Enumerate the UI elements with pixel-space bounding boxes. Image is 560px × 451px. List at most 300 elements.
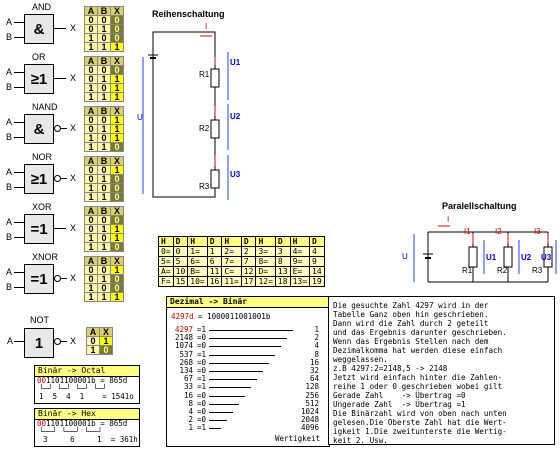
hex-table-cell: 1= <box>188 247 207 257</box>
explanation-line: Die gesuchte Zahl 4297 wird in der <box>333 301 489 310</box>
not-negation-bubble <box>54 338 61 345</box>
tt-cell-x: 1 <box>111 225 124 234</box>
hex-table-head: D <box>173 237 188 247</box>
weight-line <box>209 363 269 364</box>
parallel-label-u1: U1 <box>486 253 497 262</box>
hex-table-head: H <box>290 237 309 247</box>
series-label-i: I <box>205 22 208 31</box>
weight-value: 2048 <box>300 415 319 425</box>
octal-result: = 1541o <box>102 392 134 401</box>
hex-bits: 1101100001b <box>46 419 96 428</box>
decimal-binary-pane <box>166 296 330 447</box>
tt-cell-a: 1 <box>85 293 98 302</box>
tt-cell-b: 0 <box>98 84 111 93</box>
explanation-line: Die Binärzahl wird von oben nach unten <box>333 409 507 418</box>
weight-value: 8 <box>314 349 319 359</box>
weight-line <box>209 338 287 339</box>
not-head-a: A <box>87 328 100 337</box>
parallel-label-r1: R1 <box>462 266 473 275</box>
tt-cell-b: 0 <box>98 66 111 75</box>
gate-input-b: B <box>6 132 13 142</box>
tt-cell-b: 1 <box>98 125 111 134</box>
not-cell: 1 <box>100 337 113 346</box>
gate-output-line <box>54 78 66 79</box>
explanation-line: weggelassen. <box>333 355 388 364</box>
series-label-u1: U1 <box>230 58 241 67</box>
division-value: 1 <box>188 423 193 433</box>
gate-output-x: X <box>70 223 77 233</box>
parallel-label-r3: R3 <box>532 266 543 275</box>
hex-table-cell: 10 <box>173 267 188 277</box>
division-value: 33 <box>183 382 193 392</box>
tt-head-b: B <box>98 207 111 216</box>
tt-cell-x: 1 <box>111 75 124 84</box>
bit-value: =0 <box>197 357 207 367</box>
gate-input-b: B <box>6 282 13 292</box>
explanation-line: Tabelle Ganz oben hin geschrieben. <box>333 310 489 319</box>
tt-cell-x: 0 <box>111 243 124 252</box>
explanation-line: z.B 4297:2=2148,5 -> 2148 <box>333 364 448 373</box>
parallel-label-u3: U3 <box>541 253 552 262</box>
gate-input-b: B <box>6 232 13 242</box>
explanation-line: reihe 1 oder 0 geschrieben wobei gilt <box>333 382 503 391</box>
bit-value: =1 <box>197 325 207 334</box>
hex-table-head: H <box>222 237 241 247</box>
series-label-u: U <box>137 113 143 122</box>
tt-cell-a: 0 <box>85 66 98 75</box>
hex-table-cell: 17 <box>241 277 256 287</box>
tt-cell-b: 1 <box>98 293 111 302</box>
tt-cell-b: 1 <box>98 143 111 152</box>
tt-cell-a: 0 <box>85 275 98 284</box>
explanation-line: keit 2. Usw. <box>333 436 388 445</box>
tt-head-x: X <box>111 207 124 216</box>
negation-bubble <box>54 175 61 182</box>
gate-input-a: A <box>6 67 13 77</box>
hex-result: = 361h <box>110 435 138 444</box>
tt-head-b: B <box>98 7 111 16</box>
binary-octal-pane <box>34 365 140 404</box>
bit-value: =1 <box>197 349 207 359</box>
hex-table-cell: 12= <box>256 277 275 287</box>
tt-head-a: A <box>85 57 98 66</box>
tt-head-a: A <box>85 207 98 216</box>
hex-table-cell: 3= <box>256 247 275 257</box>
tt-cell-x: 1 <box>111 134 124 143</box>
hex-table-head: H <box>256 237 275 247</box>
truth-table <box>84 6 124 52</box>
binary-hex-pane <box>34 408 140 447</box>
tt-cell-a: 0 <box>85 225 98 234</box>
weight-value: 256 <box>305 390 319 400</box>
hex-table-cell: 2 <box>241 247 256 257</box>
series-wire <box>153 32 215 197</box>
not-output-x: X <box>70 336 77 346</box>
gate-output-line <box>54 228 66 229</box>
tt-cell-a: 0 <box>85 175 98 184</box>
tt-cell-b: 0 <box>98 266 111 275</box>
tt-cell-b: 0 <box>98 166 111 175</box>
tt-head-b: B <box>98 57 111 66</box>
not-cell: 1 <box>87 346 100 355</box>
not-gate-name: NOT <box>30 315 49 325</box>
truth-table <box>84 206 124 252</box>
tt-cell-a: 0 <box>85 75 98 84</box>
series-title: Reihenschaltung <box>152 9 225 19</box>
tt-cell-b: 0 <box>98 34 111 43</box>
gate-name: NAND <box>32 102 58 112</box>
series-label-r2: R2 <box>199 124 210 133</box>
tt-head-x: X <box>111 57 124 66</box>
hex-table-cell: 13 <box>275 267 290 277</box>
bit-value: =1 <box>197 423 207 433</box>
parallel-label-r2: R2 <box>497 266 508 275</box>
hex-table-cell: 0= <box>159 247 174 257</box>
tt-cell-a: 1 <box>85 243 98 252</box>
gate-input-b: B <box>6 82 13 92</box>
tt-cell-x: 0 <box>111 175 124 184</box>
tt-cell-x: 0 <box>111 216 124 225</box>
tt-cell-a: 0 <box>85 25 98 34</box>
tt-cell-x: 1 <box>111 125 124 134</box>
tt-cell-b: 0 <box>98 216 111 225</box>
not-gate-box: 1 <box>24 328 54 358</box>
gate-input-b: B <box>6 32 13 42</box>
parallel-label-i1: I1 <box>464 227 471 236</box>
parallel-label-u2: U2 <box>521 253 532 262</box>
tt-head-a: A <box>85 257 98 266</box>
tt-cell-x: 1 <box>111 93 124 102</box>
hex-decimal: = 865d <box>100 419 128 428</box>
gate-name: NOR <box>32 152 52 162</box>
gate-output-line <box>61 278 67 279</box>
hex-table-cell: A= <box>159 267 174 277</box>
not-head-x: X <box>100 328 113 337</box>
truth-table <box>84 256 124 302</box>
hex-table-cell: E= <box>290 267 309 277</box>
resistor-r1 <box>211 69 219 87</box>
tt-head-b: B <box>98 107 111 116</box>
tt-cell-a: 0 <box>85 216 98 225</box>
weight-value: 4 <box>314 341 319 351</box>
division-value: 67 <box>183 374 193 384</box>
hex-table-cell: 6= <box>188 257 207 267</box>
tt-cell-a: 1 <box>85 93 98 102</box>
octal-result-line <box>35 393 139 401</box>
binary-hex-title: Binär -> Hex <box>35 409 139 420</box>
truth-table <box>84 56 124 102</box>
hex-table-cell: 13= <box>290 277 309 287</box>
resistor-r2 <box>211 120 219 138</box>
bit-value: =0 <box>197 366 207 375</box>
gate-input-a: A <box>6 217 13 227</box>
not-cell: 0 <box>87 337 100 346</box>
hex-decimal-table <box>158 236 325 287</box>
gate-input-line <box>14 37 24 38</box>
parallel-label-i3: I3 <box>534 227 541 236</box>
tt-cell-x: 1 <box>111 43 124 52</box>
division-value: 1074 <box>174 341 193 351</box>
weight-line <box>209 379 257 380</box>
hex-table-cell: 4= <box>290 247 309 257</box>
gate-input-a: A <box>6 167 13 177</box>
weight-line <box>209 404 239 405</box>
hex-table-cell: 11= <box>222 277 241 287</box>
weight-value: 64 <box>309 374 319 384</box>
bit-value: =1 <box>197 382 207 392</box>
hex-digits: 3 6 1 <box>43 435 102 444</box>
bit-value: =0 <box>197 333 207 343</box>
division-value: 268 <box>179 357 193 367</box>
weight-value: 2 <box>314 333 319 343</box>
tt-cell-a: 0 <box>85 166 98 175</box>
hex-table-cell: 0 <box>173 247 188 257</box>
tt-cell-x: 0 <box>111 143 124 152</box>
gate-output-x: X <box>70 23 77 33</box>
gate-output-x: X <box>70 173 77 183</box>
hex-table-cell: 6 <box>207 257 222 267</box>
tt-cell-b: 1 <box>98 75 111 84</box>
tt-cell-a: 0 <box>85 266 98 275</box>
gate-name: XOR <box>32 202 52 212</box>
bit-value: =0 <box>197 341 207 351</box>
parallel-r2 <box>504 247 512 267</box>
hex-table-cell: C= <box>222 267 241 277</box>
octal-bits: 1101100001b <box>46 376 96 385</box>
parallel-label-i: I <box>447 215 450 224</box>
bit-value: =0 <box>197 415 207 425</box>
tt-cell-a: 1 <box>85 43 98 52</box>
tt-cell-b: 0 <box>98 284 111 293</box>
hex-table-cell: 1 <box>207 247 222 257</box>
tt-cell-b: 0 <box>98 134 111 143</box>
tt-cell-x: 0 <box>111 284 124 293</box>
tt-cell-a: 1 <box>85 284 98 293</box>
series-label-r1: R1 <box>199 70 210 79</box>
tt-head-a: A <box>85 7 98 16</box>
gate-name: OR <box>32 52 46 62</box>
gate-name: XNOR <box>32 252 59 262</box>
tt-head-x: X <box>111 257 124 266</box>
explanation-line: Jetzt wird einfach hinter die Zahlen- <box>333 373 503 382</box>
series-label-r3: R3 <box>199 182 210 191</box>
gate-symbol-box: & <box>24 14 54 44</box>
tt-cell-a: 0 <box>85 125 98 134</box>
hex-table-head: D <box>310 237 325 247</box>
gate-output-line <box>61 178 67 179</box>
tt-cell-b: 0 <box>98 16 111 25</box>
explanation-pane <box>328 296 555 445</box>
explanation-line: Ungerade Zahl -> Übertrag =1 <box>333 400 466 409</box>
explanation-line: gelesen.Die Oberste Zahl hat die Wert- <box>333 418 507 427</box>
weight-value: 1024 <box>300 407 319 416</box>
weight-line <box>209 330 293 331</box>
tt-cell-x: 0 <box>111 193 124 202</box>
decimal-top-value: 4297d <box>171 312 194 321</box>
octal-digits: 1 5 4 1 <box>39 392 85 401</box>
hex-table-head: D <box>241 237 256 247</box>
tt-head-x: X <box>111 157 124 166</box>
tt-cell-a: 0 <box>85 16 98 25</box>
weight-value: 4096 <box>300 423 319 433</box>
tt-head-x: X <box>111 107 124 116</box>
parallel-r1 <box>469 247 477 267</box>
tt-cell-b: 1 <box>98 193 111 202</box>
tt-cell-b: 1 <box>98 43 111 52</box>
tt-cell-b: 1 <box>98 25 111 34</box>
division-value: 2 <box>188 415 193 425</box>
tt-cell-a: 1 <box>85 84 98 93</box>
tt-cell-a: 1 <box>85 193 98 202</box>
tt-cell-x: 1 <box>111 84 124 93</box>
gate-input-line <box>14 87 24 88</box>
gate-input-b: B <box>6 182 13 192</box>
hex-table-cell: 19 <box>310 277 325 287</box>
hex-table-cell: 9 <box>310 257 325 267</box>
hex-table-cell: 7= <box>222 257 241 267</box>
tt-head-b: B <box>98 257 111 266</box>
tt-cell-x: 0 <box>111 275 124 284</box>
gate-input-line <box>14 222 24 223</box>
truth-table <box>84 106 124 152</box>
tt-cell-b: 1 <box>98 225 111 234</box>
weight-value: 128 <box>305 382 319 392</box>
weight-value: 512 <box>305 398 319 408</box>
gate-output-x: X <box>70 73 77 83</box>
hex-table-cell: B= <box>188 267 207 277</box>
parallel-label-i2: I2 <box>495 227 502 236</box>
tt-cell-a: 1 <box>85 143 98 152</box>
gate-input-line <box>14 72 24 73</box>
gate-name: AND <box>32 2 52 12</box>
gate-symbol-box: ≥1 <box>24 64 54 94</box>
negation-bubble <box>54 275 61 282</box>
tt-cell-b: 1 <box>98 175 111 184</box>
weight-line <box>209 420 227 421</box>
tt-cell-x: 1 <box>111 116 124 125</box>
gate-input-a: A <box>6 17 13 27</box>
weight-line <box>209 371 263 372</box>
octal-red-bits: 00 <box>37 376 47 385</box>
division-value: 134 <box>179 366 193 375</box>
gate-symbol-box: =1 <box>24 264 54 294</box>
not-truth-table <box>86 327 113 355</box>
explanation-line: igkeit 1.Die zweitunterste die Wertig- <box>333 427 507 436</box>
hex-table-cell: 15 <box>173 277 188 287</box>
gate-input-a: A <box>6 117 13 127</box>
hex-table-cell: 10= <box>188 277 207 287</box>
resistor-r3 <box>211 170 219 188</box>
gate-input-line <box>14 187 24 188</box>
hex-table-head: D <box>207 237 222 247</box>
parallel-label-u: U <box>402 252 408 261</box>
hex-red-bits: 00 <box>37 419 47 428</box>
hex-table-head: H <box>188 237 207 247</box>
not-output-line <box>61 341 67 342</box>
weight-value: 16 <box>309 357 319 367</box>
binary-octal-title: Binär -> Octal <box>35 366 139 377</box>
weight-line <box>209 355 275 356</box>
division-value: 4297 <box>174 325 193 334</box>
explanation-line: Gerade Zahl -> Übertrag =0 <box>333 391 466 400</box>
hex-arrows: └──┘ └──┘ └──┘ <box>39 427 103 436</box>
tt-cell-x: 0 <box>111 184 124 193</box>
bit-value: =0 <box>197 390 207 400</box>
hex-table-cell: F= <box>159 277 174 287</box>
gate-input-line <box>14 122 24 123</box>
not-cell: 0 <box>100 346 113 355</box>
parallel-circuit <box>408 212 558 292</box>
hex-result-line <box>35 436 139 444</box>
gate-symbol-box: & <box>24 114 54 144</box>
division-value: 8 <box>188 398 193 408</box>
hex-table-cell: 5 <box>173 257 188 267</box>
parallel-title: Paralellschaltung <box>442 201 517 211</box>
tt-cell-b: 1 <box>98 93 111 102</box>
octal-arrows: └─┘ └─┘ └─┘ └─┘ <box>39 384 107 393</box>
weight-line <box>209 387 251 388</box>
explanation-line: Wenn das Ergebnis Stellen nach dem <box>333 337 489 346</box>
tt-cell-x: 1 <box>111 234 124 243</box>
gate-input-line <box>14 172 24 173</box>
tt-head-a: A <box>85 107 98 116</box>
hex-table-head: D <box>275 237 290 247</box>
hex-table-head: H <box>159 237 174 247</box>
tt-cell-x: 0 <box>111 66 124 75</box>
tt-cell-b: 0 <box>98 116 111 125</box>
bit-value: =0 <box>197 407 207 416</box>
weight-line <box>209 396 245 397</box>
tt-cell-b: 1 <box>98 275 111 284</box>
bit-value: =1 <box>197 374 207 384</box>
bit-value: =0 <box>197 398 207 408</box>
tt-cell-b: 0 <box>98 184 111 193</box>
hex-table-cell: 4 <box>310 247 325 257</box>
tt-head-x: X <box>111 7 124 16</box>
gate-output-line <box>61 128 67 129</box>
not-input-line <box>14 341 24 342</box>
tt-cell-b: 1 <box>98 243 111 252</box>
division-value: 16 <box>183 390 193 400</box>
gate-input-line <box>14 22 24 23</box>
series-label-u3: U3 <box>230 170 241 179</box>
division-value: 4 <box>188 407 193 416</box>
tt-cell-a: 0 <box>85 116 98 125</box>
hex-table-cell: 8 <box>275 257 290 267</box>
hex-table-cell: 2= <box>222 247 241 257</box>
hex-table-cell: 12 <box>241 267 256 277</box>
weight-line <box>209 428 221 429</box>
tt-cell-x: 1 <box>111 166 124 175</box>
hex-table-cell: 14 <box>310 267 325 277</box>
gate-input-line <box>14 272 24 273</box>
decimal-binary-top <box>171 313 270 321</box>
gate-symbol-box: ≥1 <box>24 164 54 194</box>
hex-table-cell: 18 <box>275 277 290 287</box>
division-value: 537 <box>179 349 193 359</box>
tt-cell-a: 1 <box>85 234 98 243</box>
hex-table-cell: 11 <box>207 267 222 277</box>
hex-table-cell: 9= <box>290 257 309 267</box>
gate-symbol-box: =1 <box>24 214 54 244</box>
negation-bubble <box>54 125 61 132</box>
not-input-a: A <box>7 336 14 346</box>
gate-input-line <box>14 237 24 238</box>
tt-cell-b: 0 <box>98 234 111 243</box>
gate-input-line <box>14 137 24 138</box>
series-label-u2: U2 <box>230 112 241 121</box>
tt-cell-a: 1 <box>85 184 98 193</box>
